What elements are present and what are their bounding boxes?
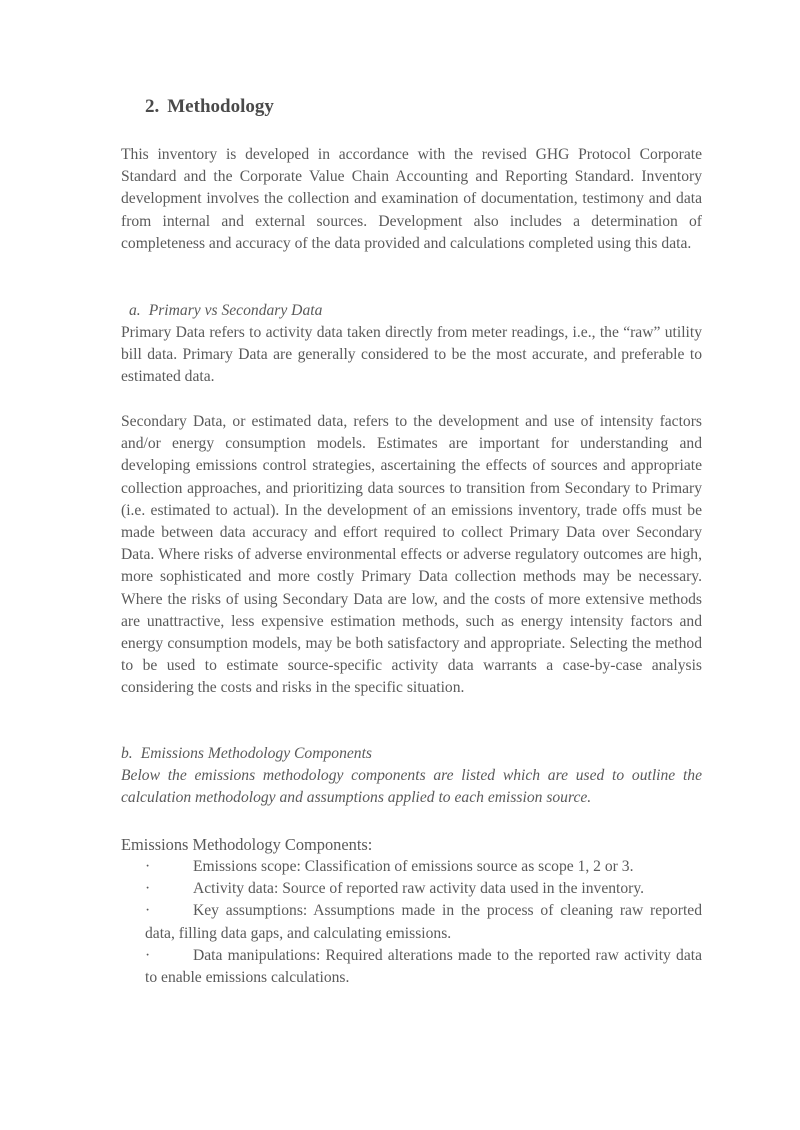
list-item — [145, 945, 702, 989]
intro-paragraph: This inventory is developed in accordance with the revised GHG Protocol Corporate Standard and the Corporate Value Chain Accounting and Reporting Standard. Inventory development involves the collection and examination of documentation, testimony and data from internal and external sources. Development also includes a determination of completeness and accuracy of the data provided and calculations completed using this data. — [121, 146, 702, 252]
subsection-a-title: Primary vs Secondary Data — [148, 302, 323, 319]
subsection-b-letter: b. — [121, 745, 133, 762]
components-list — [145, 856, 702, 989]
list-item — [145, 878, 702, 900]
bullet-icon: · — [145, 858, 151, 875]
bullet-icon: · — [145, 902, 151, 920]
subsection-a-heading — [129, 300, 322, 322]
bullet-icon: · — [145, 946, 151, 964]
components-intro-paragraph: Below the emissions methodology components are listed which are used to outline the calculation methodology and assumptions applied to each emission source. — [121, 767, 702, 807]
section-heading — [145, 96, 274, 118]
section-number: 2. — [145, 96, 160, 117]
list-item-text: Activity data: Source of reported raw activity data used in the inventory. — [193, 880, 645, 898]
secondary-data-paragraph: Secondary Data, or estimated data, refers to the development and use of intensity factors and/or energy consumption models. Estimates are important for understanding and developing emissions control strategies, ascertaining the effects of sources and appropriate collection approaches, and prioritizing data sources to transition from Secondary to Primary (i.e. estimated to actual). In the development of an emissions inventory, trade offs must be made between data accuracy and effort required to collect Primary Data over Secondary Data. Where risks of adverse environmental effects or adverse regulatory outcomes are high, more sophisticated and more costly Primary Data collection methods may be necessary. Where the risks of using Secondary Data are low, and the costs of more extensive methods are unattractive, less expensive estimation methods, such as energy intensity factors and energy consumption models, may be both satisfactory and appropriate. Selecting the method to be used to estimate source-specific activity data warrants a case-by-case analysis considering the costs and risks in the specific situation. — [121, 413, 702, 697]
section-title: Methodology — [167, 96, 274, 117]
subsection-b-title: Emissions Methodology Components — [140, 745, 372, 762]
components-list-title: Emissions Methodology Components: — [121, 835, 373, 854]
list-item-text: Data manipulations: Required alterations made to the reported raw activity data to enable emissions calculations. — [145, 946, 702, 987]
primary-data-paragraph: Primary Data refers to activity data taken directly from meter readings, i.e., the “raw” utility bill data. Primary Data are generally considered to be the most accurate, and preferable to estimated data. — [121, 324, 702, 386]
subsection-a-letter: a. — [129, 302, 141, 319]
list-item — [145, 856, 702, 878]
bullet-icon: · — [145, 880, 151, 898]
list-item — [145, 900, 702, 944]
list-item-text: Emissions scope: Classification of emissions source as scope 1, 2 or 3. — [193, 858, 634, 875]
list-item-text: Key assumptions: Assumptions made in the process of cleaning raw reported data, filling data gaps, and calculating emissions. — [145, 902, 702, 942]
subsection-b-heading — [121, 743, 372, 765]
